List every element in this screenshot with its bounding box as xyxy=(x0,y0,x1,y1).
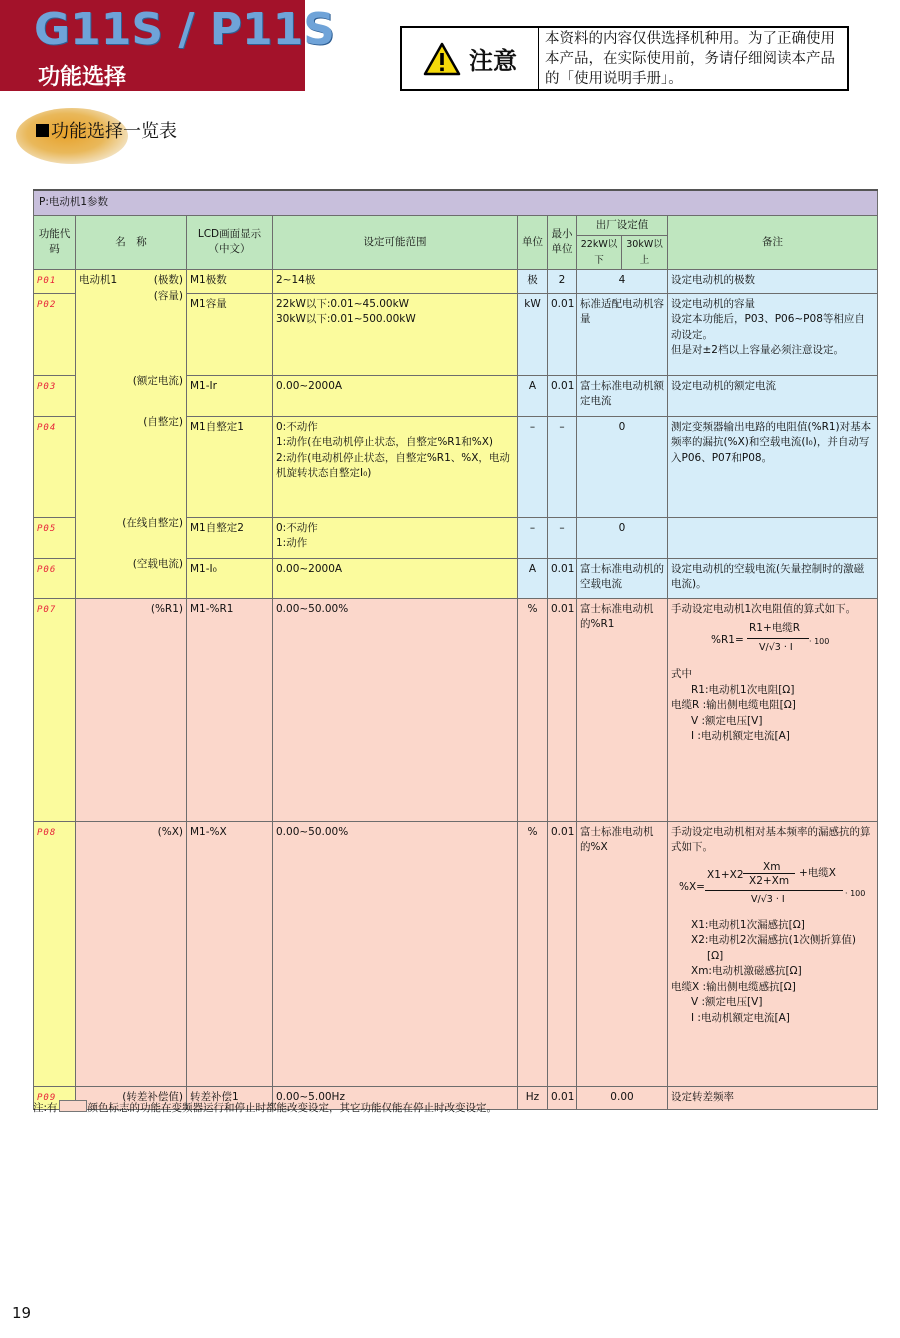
row-factory: 富士标准电动机的%X xyxy=(577,821,668,1086)
header-unit: 单位 xyxy=(518,215,548,270)
footnote: 注:有 颜色标志的功能在变频器运行和停止时都能改变设定，其它功能仅能在停止时改变设定。 xyxy=(33,1102,498,1114)
formula-r1: %R1= R1+电缆R V/√3 · I · 100 xyxy=(711,622,830,653)
row-factory: 0.00 xyxy=(577,1086,668,1110)
row-code: P02 xyxy=(34,293,76,375)
header-lcd-main: LCD画面显示 xyxy=(197,227,262,240)
row-unit: 极 xyxy=(518,270,548,294)
row-range: 0.00~5.00Hz xyxy=(273,1086,518,1110)
row-code: P08 xyxy=(34,821,76,1086)
row-min: 0.01 xyxy=(548,293,577,375)
row-lcd: M1-Ir xyxy=(187,375,273,416)
row-min: 0.01 xyxy=(548,598,577,821)
page-number: 19 xyxy=(12,1304,32,1322)
row-remark: 手动设定电动机1次电阻值的算式如下。 %R1= R1+电缆R V/√3 · I · 100 式中 R1:电动机1次电阻[Ω] 电缆R :输出侧电缆电阻[Ω] V :额定电压[V] I :电动机额定电流[A] xyxy=(668,598,878,821)
row-unit: % xyxy=(518,821,548,1086)
row-lcd: M1-%R1 xyxy=(187,598,273,821)
warning-triangle-icon xyxy=(423,42,461,76)
row-lcd: M1-%X xyxy=(187,821,273,1086)
table-row xyxy=(34,270,878,294)
row-range: 2~14极 xyxy=(273,270,518,294)
row-lcd: M1极数 xyxy=(187,270,273,294)
header-code: 功能代码 xyxy=(34,215,76,270)
row-remark: 手动设定电动机相对基本频率的漏感抗的算式如下。 %X= X1+X2 Xm X2+Xm +电缆X V/√3 · I · 100 X1:电动机1次漏感抗[Ω] X2:电动机2次漏感抗(1次侧折算值) [Ω] Xm:电动机激磁感抗[Ω] 电缆X :输出侧电缆感抗[Ω] V :额定电压[V] I :电动机额定电流[A] xyxy=(668,821,878,1086)
row-code: P07 xyxy=(34,598,76,821)
row-remark: 测定变频器输出电路的电阻值(%R1)对基本频率的漏抗(%X)和空载电流(I₀)，并自动写入P06、P07和P08。 xyxy=(668,416,878,517)
header-lcd xyxy=(187,215,273,270)
row-factory: 富士标准电动机的空载电流 xyxy=(577,558,668,598)
row-min: 0.01 xyxy=(548,1086,577,1110)
row-name: (%X) xyxy=(76,821,187,1086)
row-name: (转差补偿值) xyxy=(76,1086,187,1110)
row-code: P05 xyxy=(34,517,76,558)
row-factory: 0 xyxy=(577,517,668,558)
row-range: 0.00~2000A xyxy=(273,558,518,598)
row-range: 0:不动作 1:动作 xyxy=(273,517,518,558)
row-unit: Hz xyxy=(518,1086,548,1110)
row-remark: 设定电动机的额定电流 xyxy=(668,375,878,416)
row-name: (额定电流) xyxy=(132,375,183,387)
row-name: (容量) xyxy=(153,290,183,302)
row-remark: 设定电动机的空载电流(矢量控制时的激磁电流)。 xyxy=(668,558,878,598)
row-remark: 设定转差频率 xyxy=(668,1086,878,1110)
header-factory-22kw: 22kW以下 xyxy=(577,236,622,270)
header-title: G11S / P11S xyxy=(34,4,335,55)
row-lcd: 转差补偿1 xyxy=(187,1086,273,1110)
row-range: 0:不动作 1:动作(在电动机停止状态，自整定%R1和%X) 2:动作(电动机停止状态，自整定%R1、%X，电动机旋转状态自整定I₀) xyxy=(273,416,518,517)
row-name: (在线自整定) xyxy=(122,517,183,529)
row-unit: % xyxy=(518,598,548,821)
row-unit: – xyxy=(518,416,548,517)
notice-label: 注意 xyxy=(469,47,517,75)
header-factory: 出厂设定值 xyxy=(577,215,668,236)
row-name: (空载电流) xyxy=(132,558,183,570)
table-row xyxy=(34,598,878,821)
row-range: 0.00~50.00% xyxy=(273,821,518,1086)
row-unit: A xyxy=(518,558,548,598)
row-remark: 设定电动机的极数 xyxy=(668,270,878,294)
header-range: 设定可能范围 xyxy=(273,215,518,270)
row-min: 0.01 xyxy=(548,375,577,416)
row-unit: kW xyxy=(518,293,548,375)
row-code: P04 xyxy=(34,416,76,517)
row-min: – xyxy=(548,416,577,517)
row-code: P09 xyxy=(34,1086,76,1110)
section-title xyxy=(36,117,177,143)
fraction-line xyxy=(747,638,809,639)
notice-text: 本资料的内容仅供选择机种用。为了正确使用本产品，在实际使用前，务请仔细阅读本产品的「使用说明手册」。 xyxy=(545,31,835,87)
row-min: 0.01 xyxy=(548,821,577,1086)
row-factory: 标准适配电动机容量 xyxy=(577,293,668,375)
table-caption: P:电动机1参数 xyxy=(34,190,878,215)
header-subtitle: 功能选择 xyxy=(38,65,127,90)
row-code: P01 xyxy=(34,270,76,294)
row-factory: 4 xyxy=(577,270,668,294)
table-caption-row xyxy=(34,190,878,215)
row-min: 0.01 xyxy=(548,558,577,598)
row-name-group xyxy=(76,270,187,599)
function-table xyxy=(33,189,877,1110)
row-lcd: M1-I₀ xyxy=(187,558,273,598)
header-remark: 备注 xyxy=(668,215,878,270)
row-remark xyxy=(668,517,878,558)
row-unit: – xyxy=(518,517,548,558)
row-lcd: M1容量 xyxy=(187,293,273,375)
row-lcd: M1自整定2 xyxy=(187,517,273,558)
row-name: (自整定) xyxy=(143,416,183,428)
row-remark: 设定电动机的容量 设定本功能后，P03、P06~P08等相应自动设定。 但是对±2档以上容量必须注意设定。 xyxy=(668,293,878,375)
table-header-row xyxy=(34,215,878,236)
header-name: 名 称 xyxy=(76,215,187,270)
row-lcd: M1自整定1 xyxy=(187,416,273,517)
row-range: 0.00~50.00% xyxy=(273,598,518,821)
formula-x: %X= X1+X2 Xm X2+Xm +电缆X V/√3 · I · 100 xyxy=(679,860,866,905)
row-range: 0.00~2000A xyxy=(273,375,518,416)
row-min: 2 xyxy=(548,270,577,294)
row-code: P03 xyxy=(34,375,76,416)
row-factory: 富士标准电动机的%R1 xyxy=(577,598,668,821)
header-lcd-sub: （中文） xyxy=(208,243,251,256)
row-factory: 0 xyxy=(577,416,668,517)
row-range: 22kW以下:0.01~45.00kW 30kW以下:0.01~500.00kW xyxy=(273,293,518,375)
header-banner xyxy=(0,0,335,91)
row-min: – xyxy=(548,517,577,558)
row-unit: A xyxy=(518,375,548,416)
section-title-text: 功能选择一览表 xyxy=(51,121,177,142)
fraction-line xyxy=(705,890,843,891)
row-name: 电动机1 (极数) xyxy=(79,274,183,286)
table-row xyxy=(34,821,878,1086)
header-factory-30kw: 30kW以上 xyxy=(622,236,668,270)
row-factory: 富士标准电动机额定电流 xyxy=(577,375,668,416)
row-code: P06 xyxy=(34,558,76,598)
header-min-unit: 最小单位 xyxy=(548,215,577,270)
notice-box xyxy=(400,26,849,91)
square-bullet-icon xyxy=(36,124,49,137)
row-name: (%R1) xyxy=(76,598,187,821)
notice-label-cell xyxy=(402,28,539,89)
color-swatch xyxy=(59,1100,87,1112)
